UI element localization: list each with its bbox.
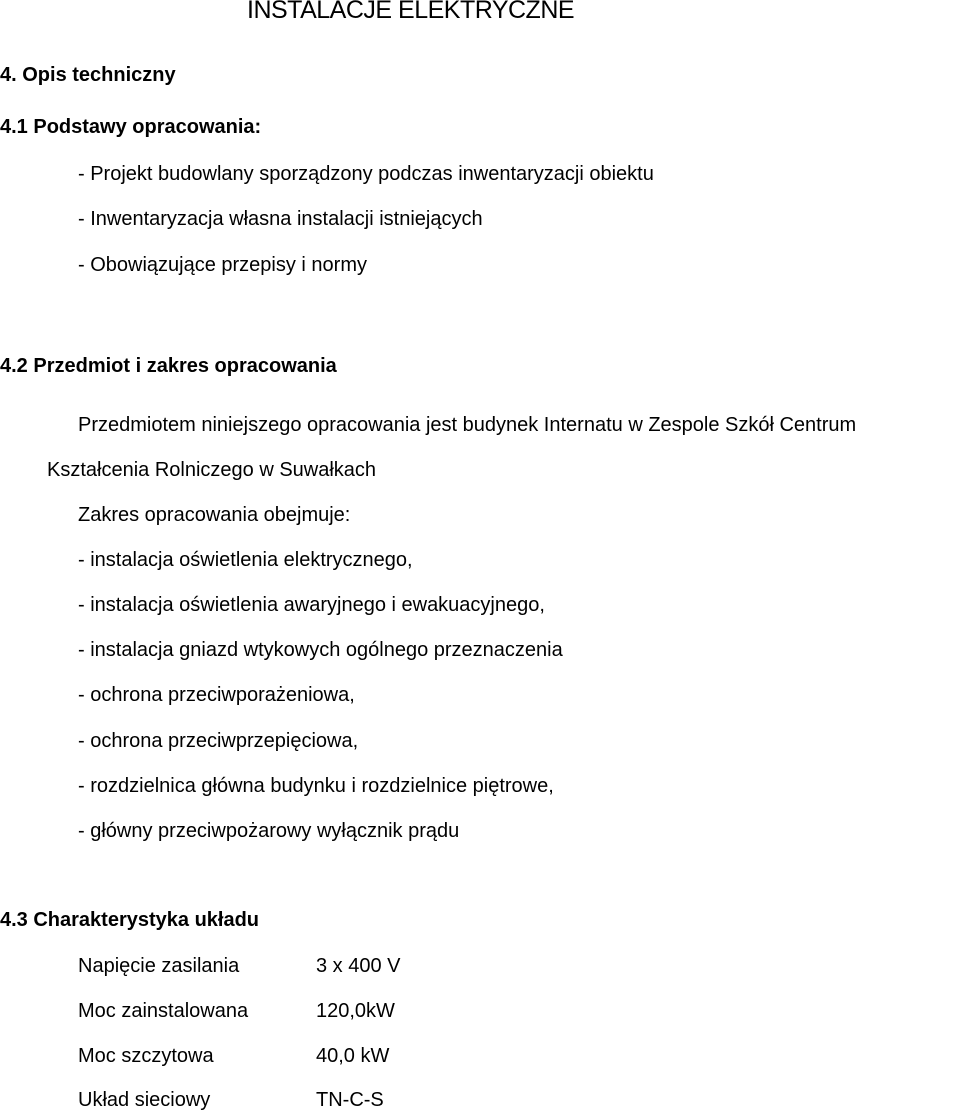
spec-value: 3 x 400 V: [316, 955, 401, 977]
list-item: - instalacja oświetlenia elektrycznego,: [78, 549, 413, 571]
spec-value: 120,0kW: [316, 1000, 395, 1022]
list-item: - rozdzielnica główna budynku i rozdzielnice piętrowe,: [78, 775, 554, 797]
section-heading-main: 4. Opis techniczny: [0, 64, 176, 86]
section-heading-4-2: 4.2 Przedmiot i zakres opracowania: [0, 355, 337, 377]
spec-label: Napięcie zasilania: [78, 955, 240, 977]
spec-label: Układ sieciowy: [78, 1089, 211, 1111]
document-title: INSTALACJE ELEKTRYCZNE: [247, 0, 575, 24]
spec-value: 40,0 kW: [316, 1045, 390, 1067]
spec-label: Moc szczytowa: [78, 1045, 214, 1067]
spec-label: Moc zainstalowana: [78, 1000, 249, 1022]
list-item: - główny przeciwpożarowy wyłącznik prądu: [78, 820, 460, 842]
paragraph-line: Przedmiotem niniejszego opracowania jest budynek Internatu w Zespole Szkół Centrum: [78, 414, 857, 436]
scope-intro: Zakres opracowania obejmuje:: [78, 504, 351, 526]
list-item: - instalacja gniazd wtykowych ogólnego przeznaczenia: [78, 639, 563, 661]
list-item: - instalacja oświetlenia awaryjnego i ewakuacyjnego,: [78, 594, 545, 616]
list-item: - Projekt budowlany sporządzony podczas inwentaryzacji obiektu: [78, 163, 654, 185]
list-item: - ochrona przeciwprzepięciowa,: [78, 730, 359, 752]
paragraph-line: Kształcenia Rolniczego w Suwałkach: [47, 459, 377, 481]
spec-value: TN-C-S: [316, 1089, 384, 1111]
list-item: - Obowiązujące przepisy i normy: [78, 254, 367, 276]
section-heading-4-3: 4.3 Charakterystyka układu: [0, 909, 260, 931]
list-item: - Inwentaryzacja własna instalacji istniejących: [78, 208, 483, 230]
section-heading-4-1: 4.1 Podstawy opracowania:: [0, 116, 262, 138]
list-item: - ochrona przeciwporażeniowa,: [78, 684, 355, 706]
